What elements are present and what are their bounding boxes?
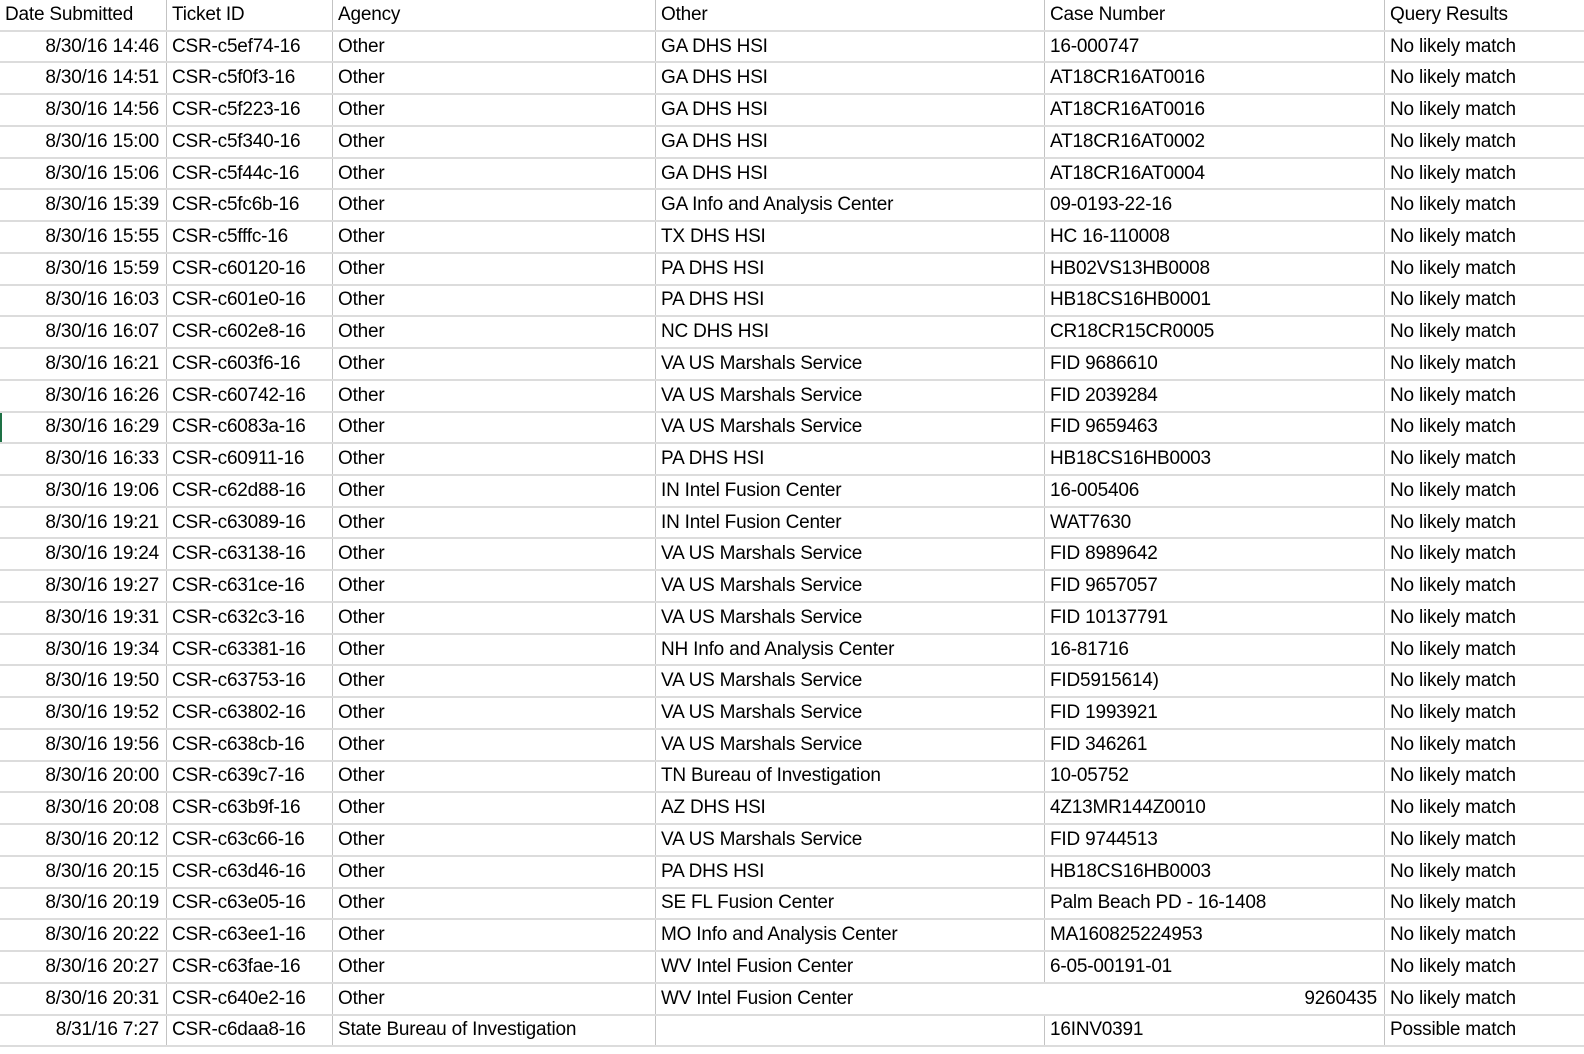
table-row: [0, 381, 1584, 413]
cell-query_results[interactable]: No likely match: [1390, 638, 1516, 660]
cell-date_submitted[interactable]: 8/30/16 20:00: [0, 762, 167, 792]
cell-query_results[interactable]: No likely match: [1390, 479, 1516, 501]
cell-query_results[interactable]: No likely match: [1390, 194, 1516, 216]
cell-other[interactable]: GA DHS HSI: [656, 95, 1045, 125]
cell-case_number[interactable]: FID 10137791: [1045, 603, 1385, 633]
cell-case_number[interactable]: FID 9659463: [1045, 413, 1385, 443]
cell-case_number[interactable]: WAT7630: [1045, 508, 1385, 538]
cell-agency[interactable]: Other: [333, 317, 656, 347]
cell-ticket_id[interactable]: CSR-c601e0-16: [167, 286, 333, 316]
cell-query_results[interactable]: No likely match: [1390, 130, 1516, 152]
table-row: [0, 286, 1584, 318]
cell-agency[interactable]: Other: [333, 666, 656, 696]
cell-case_number[interactable]: FID 1993921: [1045, 698, 1385, 728]
table-row: [0, 349, 1584, 381]
cell-case_number[interactable]: FID 8989642: [1045, 539, 1385, 569]
cell-ticket_id[interactable]: CSR-c63d46-16: [167, 857, 333, 887]
table-row: [0, 825, 1584, 857]
cell-agency[interactable]: Other: [333, 413, 656, 443]
table-row: [0, 603, 1584, 635]
cell-query_results[interactable]: Possible match: [1390, 1019, 1517, 1041]
cell-date_submitted[interactable]: 8/30/16 19:27: [0, 571, 167, 601]
column-header-case-number[interactable]: Case Number: [1045, 0, 1385, 30]
table-row: [0, 730, 1584, 762]
cell-date_submitted[interactable]: 8/30/16 20:31: [0, 984, 167, 1014]
cell-other[interactable]: VA US Marshals Service: [656, 825, 1045, 855]
table-row: [0, 920, 1584, 952]
cell-agency[interactable]: Other: [333, 603, 656, 633]
cell-date_submitted[interactable]: 8/30/16 15:39: [0, 190, 167, 220]
cell-other[interactable]: NC DHS HSI: [656, 317, 1045, 347]
cell-date_submitted[interactable]: 8/30/16 15:55: [0, 222, 167, 252]
cell-date_submitted[interactable]: 8/30/16 14:46: [0, 32, 167, 62]
cell-query_results[interactable]: No likely match: [1390, 955, 1516, 977]
cell-query_results[interactable]: No likely match: [1390, 765, 1516, 787]
cell-agency[interactable]: Other: [333, 444, 656, 474]
cell-date_submitted[interactable]: 8/30/16 20:22: [0, 920, 167, 950]
cell-query_results[interactable]: No likely match: [1390, 226, 1516, 247]
cell-query_results[interactable]: No likely match: [1390, 797, 1516, 819]
cell-case_number[interactable]: HB18CS16HB0003: [1045, 857, 1385, 887]
cell-query_results[interactable]: No likely match: [1390, 828, 1516, 850]
cell-other[interactable]: VA US Marshals Service: [656, 381, 1045, 411]
cell-agency[interactable]: Other: [333, 254, 656, 284]
cell-date_submitted[interactable]: 8/30/16 15:59: [0, 254, 167, 284]
cell-case_number[interactable]: MA160825224953: [1045, 920, 1385, 950]
cell-ticket_id[interactable]: CSR-c631ce-16: [167, 571, 333, 601]
cell-agency[interactable]: Other: [333, 571, 656, 601]
cell-date_submitted[interactable]: 8/30/16 14:56: [0, 95, 167, 125]
table-row: [0, 127, 1584, 159]
cell-agency[interactable]: Other: [333, 222, 656, 252]
cell-ticket_id[interactable]: CSR-c63c66-16: [167, 825, 333, 855]
cell-other[interactable]: MO Info and Analysis Center: [656, 920, 1045, 950]
cell-agency[interactable]: Other: [333, 889, 656, 919]
cell-other[interactable]: TX DHS HSI: [656, 222, 1045, 252]
cell-date_submitted[interactable]: 8/31/16 7:27: [0, 1016, 167, 1046]
table-row: [0, 635, 1584, 667]
cell-ticket_id[interactable]: CSR-c5fffc-16: [167, 222, 333, 252]
cell-ticket_id[interactable]: CSR-c63089-16: [167, 508, 333, 538]
cell-date_submitted[interactable]: 8/30/16 20:19: [0, 889, 167, 919]
cell-other[interactable]: WV Intel Fusion Center: [661, 987, 854, 1009]
cell-agency[interactable]: Other: [333, 95, 656, 125]
cell-other[interactable]: PA DHS HSI: [656, 286, 1045, 316]
cell-case_number[interactable]: 9260435: [1045, 984, 1385, 1014]
table-row: [0, 571, 1584, 603]
cell-date_submitted[interactable]: 8/30/16 19:24: [0, 539, 167, 569]
cell-query_results[interactable]: No likely match: [1390, 257, 1516, 279]
cell-date_submitted[interactable]: 8/30/16 19:50: [0, 666, 167, 696]
cell-query_results[interactable]: No likely match: [1390, 448, 1516, 470]
table-row: [0, 762, 1584, 794]
table-row: [0, 952, 1584, 984]
cell-ticket_id[interactable]: CSR-c63e05-16: [167, 889, 333, 919]
cell-ticket_id[interactable]: CSR-c60911-16: [167, 444, 333, 474]
cell-other[interactable]: PA DHS HSI: [656, 857, 1045, 887]
cell-date_submitted[interactable]: 8/30/16 14:51: [0, 63, 167, 93]
cell-date_submitted[interactable]: 8/30/16 19:56: [0, 730, 167, 760]
cell-other[interactable]: GA DHS HSI: [656, 63, 1045, 93]
cell-ticket_id[interactable]: CSR-c5f340-16: [167, 127, 333, 157]
table-row: [0, 857, 1584, 889]
cell-agency[interactable]: Other: [333, 793, 656, 823]
cell-agency[interactable]: Other: [333, 920, 656, 950]
table-row: [0, 698, 1584, 730]
table-row: [0, 444, 1584, 476]
cell-other[interactable]: WV Intel Fusion Center: [656, 952, 1045, 982]
table-row: [0, 508, 1584, 540]
cell-date_submitted[interactable]: 8/30/16 16:29: [0, 413, 167, 443]
cell-ticket_id[interactable]: CSR-c632c3-16: [167, 603, 333, 633]
cell-date_submitted[interactable]: 8/30/16 19:31: [0, 603, 167, 633]
column-header-other[interactable]: Other: [656, 0, 1045, 30]
table-row: [0, 254, 1584, 286]
cell-other[interactable]: VA US Marshals Service: [656, 413, 1045, 443]
cell-date_submitted[interactable]: 8/30/16 16:07: [0, 317, 167, 347]
cell-ticket_id[interactable]: CSR-c603f6-16: [167, 349, 333, 379]
cell-case_number[interactable]: FID 2039284: [1045, 381, 1385, 411]
column-header-ticket-id[interactable]: Ticket ID: [167, 0, 333, 30]
cell-query_results[interactable]: No likely match: [1390, 384, 1516, 406]
cell-other[interactable]: VA US Marshals Service: [656, 539, 1045, 569]
cell-agency[interactable]: Other: [333, 286, 656, 316]
cell-case_number[interactable]: 16INV0391: [1045, 1016, 1385, 1046]
cell-agency[interactable]: Other: [333, 476, 656, 506]
cell-date_submitted[interactable]: 8/30/16 15:06: [0, 159, 167, 189]
table-row: [0, 793, 1584, 825]
cell-ticket_id[interactable]: CSR-c63b9f-16: [167, 793, 333, 823]
cell-case_number[interactable]: HC 16-110008: [1045, 222, 1385, 252]
cell-query_results[interactable]: No likely match: [1390, 702, 1516, 724]
cell-query_results[interactable]: No likely match: [1390, 99, 1516, 121]
cell-case_number[interactable]: 16-005406: [1045, 476, 1385, 506]
table-row: [0, 539, 1584, 571]
cell-date_submitted[interactable]: 8/30/16 16:21: [0, 349, 167, 379]
cell-date_submitted[interactable]: 8/30/16 16:03: [0, 286, 167, 316]
cell-ticket_id[interactable]: CSR-c5f0f3-16: [167, 63, 333, 93]
cell-agency[interactable]: Other: [333, 190, 656, 220]
cell-date_submitted[interactable]: 8/30/16 20:27: [0, 952, 167, 982]
cell-other[interactable]: PA DHS HSI: [656, 254, 1045, 284]
cell-other[interactable]: IN Intel Fusion Center: [656, 508, 1045, 538]
cell-query_results[interactable]: No likely match: [1390, 892, 1516, 914]
cell-other[interactable]: AZ DHS HSI: [656, 793, 1045, 823]
cell-agency[interactable]: Other: [333, 63, 656, 93]
table-row: [0, 984, 1584, 1016]
cell-ticket_id[interactable]: CSR-c5f44c-16: [167, 159, 333, 189]
cell-ticket_id[interactable]: CSR-c5fc6b-16: [167, 190, 333, 220]
table-row: [0, 317, 1584, 349]
cell-other[interactable]: VA US Marshals Service: [656, 349, 1045, 379]
cell-agency[interactable]: Other: [333, 381, 656, 411]
cell-case_number[interactable]: HB02VS13HB0008: [1045, 254, 1385, 284]
cell-agency[interactable]: Other: [333, 539, 656, 569]
table-row: [0, 476, 1584, 508]
cell-query_results[interactable]: No likely match: [1390, 162, 1516, 184]
cell-other[interactable]: GA Info and Analysis Center: [656, 190, 1045, 220]
cell-query_results[interactable]: No likely match: [1390, 511, 1516, 533]
cell-other[interactable]: GA DHS HSI: [656, 127, 1045, 157]
cell-agency[interactable]: Other: [333, 825, 656, 855]
cell-case_number[interactable]: CR18CR15CR0005: [1045, 317, 1385, 347]
column-header-query-results[interactable]: Query Results: [1390, 3, 1508, 25]
cell-query_results[interactable]: No likely match: [1390, 35, 1516, 57]
cell-case_number[interactable]: 4Z13MR144Z0010: [1045, 793, 1385, 823]
cell-ticket_id[interactable]: CSR-c63138-16: [167, 539, 333, 569]
cell-date_submitted[interactable]: 8/30/16 19:52: [0, 698, 167, 728]
cell-other[interactable]: VA US Marshals Service: [656, 603, 1045, 633]
cell-query_results[interactable]: No likely match: [1390, 733, 1516, 755]
cell-agency[interactable]: Other: [333, 349, 656, 379]
cell-agency[interactable]: Other: [333, 984, 656, 1014]
cell-query_results[interactable]: No likely match: [1390, 924, 1516, 946]
cell-query_results[interactable]: No likely match: [1390, 352, 1516, 374]
cell-agency[interactable]: Other: [333, 730, 656, 760]
cell-date_submitted[interactable]: 8/30/16 16:33: [0, 444, 167, 474]
cell-query_results[interactable]: No likely match: [1390, 860, 1516, 882]
cell-ticket_id[interactable]: CSR-c639c7-16: [167, 762, 333, 792]
cell-agency[interactable]: State Bureau of Investigation: [333, 1016, 656, 1046]
cell-case_number[interactable]: 16-000747: [1045, 32, 1385, 62]
cell-agency[interactable]: Other: [333, 857, 656, 887]
cell-query_results[interactable]: No likely match: [1390, 606, 1516, 628]
cell-case_number[interactable]: 16-81716: [1045, 635, 1385, 665]
cell-case_number[interactable]: 09-0193-22-16: [1045, 190, 1385, 220]
cell-case_number[interactable]: 10-05752: [1045, 762, 1385, 792]
cell-other[interactable]: GA DHS HSI: [656, 159, 1045, 189]
cell-date_submitted[interactable]: 8/30/16 20:12: [0, 825, 167, 855]
cell-other[interactable]: IN Intel Fusion Center: [656, 476, 1045, 506]
cell-other[interactable]: SE FL Fusion Center: [656, 889, 1045, 919]
cell-date_submitted[interactable]: 8/30/16 15:00: [0, 127, 167, 157]
cell-agency[interactable]: Other: [333, 32, 656, 62]
cell-ticket_id[interactable]: CSR-c63ee1-16: [167, 920, 333, 950]
cell-agency[interactable]: Other: [333, 762, 656, 792]
cell-case_number[interactable]: HB18CS16HB0003: [1045, 444, 1385, 474]
cell-ticket_id[interactable]: CSR-c602e8-16: [167, 317, 333, 347]
table-row: [0, 413, 1584, 445]
cell-ticket_id[interactable]: CSR-c63fae-16: [167, 952, 333, 982]
cell-ticket_id[interactable]: CSR-c63753-16: [167, 666, 333, 696]
table-row: [0, 222, 1584, 254]
cell-date_submitted[interactable]: 8/30/16 20:15: [0, 857, 167, 887]
cell-case_number[interactable]: AT18CR16AT0002: [1045, 127, 1385, 157]
table-row: [0, 1016, 1584, 1048]
cell-ticket_id[interactable]: CSR-c6daa8-16: [167, 1016, 333, 1046]
cell-agency[interactable]: Other: [333, 698, 656, 728]
cell-ticket_id[interactable]: CSR-c638cb-16: [167, 730, 333, 760]
table-row: [0, 190, 1584, 222]
cell-case_number[interactable]: FID 9686610: [1045, 349, 1385, 379]
cell-other[interactable]: VA US Marshals Service: [656, 571, 1045, 601]
cell-agency[interactable]: Other: [333, 508, 656, 538]
column-header-date-submitted[interactable]: Date Submitted: [0, 0, 167, 30]
cell-ticket_id[interactable]: CSR-c63802-16: [167, 698, 333, 728]
cell-query_results[interactable]: No likely match: [1390, 543, 1516, 565]
cell-ticket_id[interactable]: CSR-c62d88-16: [167, 476, 333, 506]
cell-date_submitted[interactable]: 8/30/16 20:08: [0, 793, 167, 823]
cell-query_results[interactable]: No likely match: [1390, 575, 1516, 597]
cell-query_results[interactable]: No likely match: [1390, 67, 1516, 89]
table-row: [0, 95, 1584, 127]
cell-ticket_id[interactable]: CSR-c60742-16: [167, 381, 333, 411]
cell-case_number[interactable]: FID 9744513: [1045, 825, 1385, 855]
cell-case_number[interactable]: AT18CR16AT0016: [1045, 95, 1385, 125]
cell-other[interactable]: NH Info and Analysis Center: [656, 635, 1045, 665]
table-row: [0, 889, 1584, 921]
cell-other[interactable]: TN Bureau of Investigation: [656, 762, 1045, 792]
table-row: [0, 63, 1584, 95]
cell-case_number[interactable]: HB18CS16HB0001: [1045, 286, 1385, 316]
cell-date_submitted[interactable]: 8/30/16 16:26: [0, 381, 167, 411]
cell-other[interactable]: VA US Marshals Service: [656, 698, 1045, 728]
cell-other[interactable]: PA DHS HSI: [656, 444, 1045, 474]
cell-ticket_id[interactable]: CSR-c60120-16: [167, 254, 333, 284]
cell-date_submitted[interactable]: 8/30/16 19:06: [0, 476, 167, 506]
cell-query_results[interactable]: No likely match: [1390, 416, 1516, 438]
cell-case_number[interactable]: FID 346261: [1045, 730, 1385, 760]
cell-case_number[interactable]: AT18CR16AT0004: [1045, 159, 1385, 189]
cell-ticket_id[interactable]: CSR-c63381-16: [167, 635, 333, 665]
column-header-agency[interactable]: Agency: [333, 0, 656, 30]
cell-query_results[interactable]: No likely match: [1390, 289, 1516, 311]
cell-case_number[interactable]: FID 9657057: [1045, 571, 1385, 601]
cell-ticket_id[interactable]: CSR-c6083a-16: [167, 413, 333, 443]
cell-agency[interactable]: Other: [333, 635, 656, 665]
cell-other[interactable]: VA US Marshals Service: [656, 666, 1045, 696]
cell-agency[interactable]: Other: [333, 159, 656, 189]
cell-ticket_id[interactable]: CSR-c5ef74-16: [167, 32, 333, 62]
cell-date_submitted[interactable]: 8/30/16 19:34: [0, 635, 167, 665]
cell-case_number[interactable]: FID5915614): [1045, 666, 1385, 696]
cell-case_number[interactable]: AT18CR16AT0016: [1045, 63, 1385, 93]
cell-case_number[interactable]: 6-05-00191-01: [1045, 952, 1385, 982]
cell-date_submitted[interactable]: 8/30/16 19:21: [0, 508, 167, 538]
header-row: [0, 0, 1584, 32]
cell-agency[interactable]: Other: [333, 952, 656, 982]
cell-query_results[interactable]: No likely match: [1390, 987, 1516, 1009]
cell-ticket_id[interactable]: CSR-c640e2-16: [167, 984, 333, 1014]
table-row: [0, 32, 1584, 64]
cell-other[interactable]: [656, 1016, 1045, 1046]
table-row: [0, 159, 1584, 191]
cell-case_number[interactable]: Palm Beach PD - 16-1408: [1045, 889, 1385, 919]
cell-ticket_id[interactable]: CSR-c5f223-16: [167, 95, 333, 125]
cell-other[interactable]: GA DHS HSI: [656, 32, 1045, 62]
table-row: [0, 666, 1584, 698]
cell-agency[interactable]: Other: [333, 127, 656, 157]
cell-other[interactable]: VA US Marshals Service: [656, 730, 1045, 760]
cell-query_results[interactable]: No likely match: [1390, 670, 1516, 692]
cell-query_results[interactable]: No likely match: [1390, 321, 1516, 343]
